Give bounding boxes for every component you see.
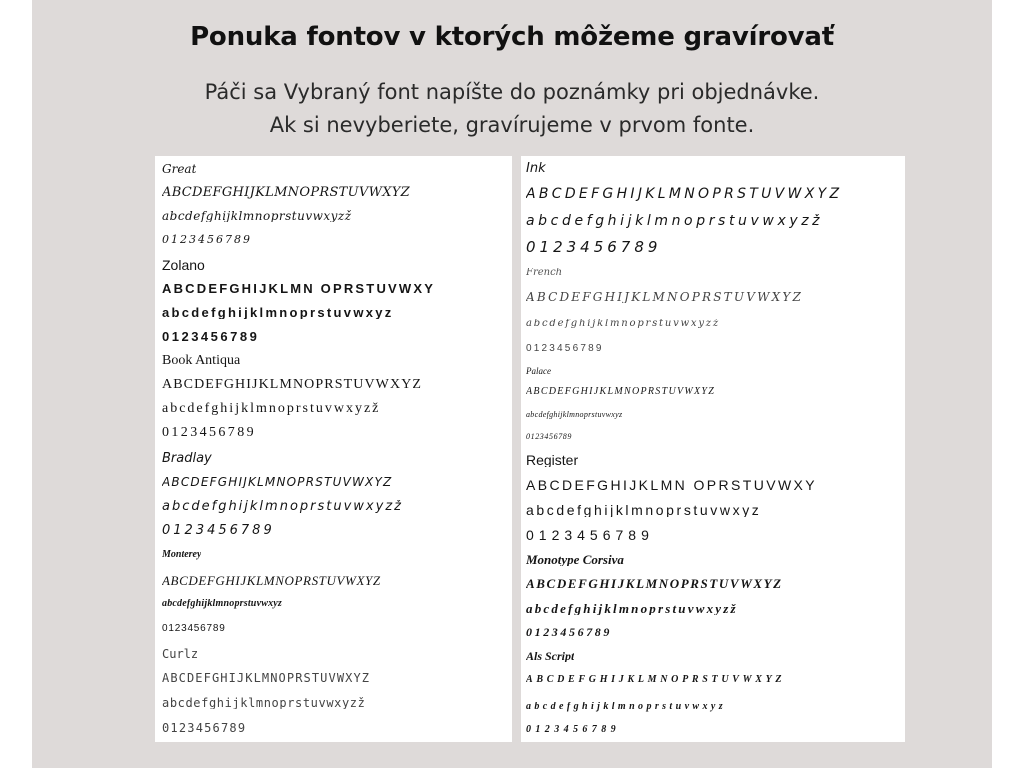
- font-name-register: Register: [526, 453, 579, 467]
- font-name-curlz: Curlz: [162, 648, 199, 660]
- font-sample-zolano-upper: ABCDEFGHIJKLMN OPRSTUVWXY: [162, 282, 436, 295]
- font-sample-book-antiqua-lower: abcdefghijklmnoprstuvwxyzž: [162, 402, 381, 416]
- font-sample-monotype-corsiva-upper: ABCDEFGHIJKLMNOPRSTUVWXYZ: [526, 577, 783, 590]
- font-name-palace: Palace: [526, 367, 551, 376]
- font-sample-ink-digits: 0123456789: [526, 240, 662, 255]
- font-sample-monterey-digits: 0123456789: [162, 624, 226, 634]
- font-sample-monotype-corsiva-digits: 0123456789: [526, 626, 612, 638]
- font-sample-als-script-lower: abcdefghijklmnoprstuvwxyz: [526, 702, 727, 712]
- font-sample-great-digits: 0123456789: [162, 234, 252, 245]
- font-name-monotype-corsiva: Monotype Corsiva: [526, 553, 624, 566]
- font-sample-palace-upper: ABCDEFGHIJKLMNOPRSTUVWXYZ: [526, 387, 716, 397]
- page-title: Ponuka fontov v ktorých môžeme gravírovať: [190, 22, 834, 52]
- font-sample-palace-lower: abcdefghijklmnoprstuvwxyz: [526, 411, 623, 419]
- font-name-bradlay: Bradlay: [162, 452, 212, 465]
- font-sample-panel-left: [155, 156, 512, 742]
- font-sample-french-digits: 0123456789: [526, 344, 604, 354]
- font-sample-bradlay-digits: 0123456789: [162, 524, 275, 537]
- font-sample-als-script-upper: ABCDEFGHIJKLMNOPRSTUVWXYZ: [526, 675, 786, 685]
- font-name-zolano: Zolano: [162, 258, 205, 272]
- font-sample-palace-digits: 0123456789: [526, 433, 572, 441]
- font-name-french: French: [526, 268, 563, 278]
- font-sample-french-lower: abcdefghijklmnoprstuvwxyzž: [526, 319, 720, 329]
- font-name-als-script: Als Script: [526, 650, 575, 662]
- font-sample-als-script-digits: 0123456789: [526, 725, 620, 735]
- font-sample-curlz-upper: ABCDEFGHIJKLMNOPRSTUVWXYZ: [162, 672, 371, 684]
- font-sample-register-upper: ABCDEFGHIJKLMN OPRSTUVWXY: [526, 478, 818, 492]
- font-sample-zolano-digits: 0123456789: [162, 330, 260, 343]
- font-name-great: Great: [162, 163, 197, 175]
- font-sample-ink-lower: abcdefghijklmnoprstuvwxyzž: [526, 214, 824, 228]
- font-sample-monterey-upper: ABCDEFGHIJKLMNOPRSTUVWXYZ: [162, 574, 381, 587]
- font-sample-monotype-corsiva-lower: abcdefghijklmnoprstuvwxyzž: [526, 602, 738, 615]
- instruction-line-1: Páči sa Vybraný font napíšte do poznámky pri objednávke.: [204, 80, 820, 104]
- font-sample-zolano-lower: abcdefghijklmnoprstuvwxyz: [162, 306, 394, 319]
- font-sample-great-upper: ABCDEFGHIJKLMNOPRSTUVWXYZ: [162, 186, 411, 199]
- font-sample-bradlay-lower: abcdefghijklmnoprstuvwxyzž: [162, 500, 403, 513]
- font-sample-ink-upper: ABCDEFGHIJKLMNOPRSTUVWXYZ: [526, 187, 843, 201]
- font-sample-great-lower: abcdefghijklmnoprstuvwxyzž: [162, 210, 352, 222]
- font-sample-book-antiqua-upper: ABCDEFGHIJKLMNOPRSTUVWXYZ: [162, 378, 423, 392]
- font-sample-register-digits: 0123456789: [526, 528, 654, 542]
- font-sample-bradlay-upper: ABCDEFGHIJKLMNOPRSTUVWXYZ: [162, 476, 393, 488]
- font-sample-curlz-lower: abcdefghijklmnoprstuvwxyzž: [162, 697, 366, 709]
- font-sample-french-upper: ABCDEFGHIJKLMNOPRSTUVWXYZ: [526, 291, 804, 303]
- font-name-ink: Ink: [526, 162, 546, 175]
- font-name-book-antiqua: Book Antiqua: [162, 354, 241, 368]
- font-sample-register-lower: abcdefghijklmnoprstuvwxyz: [526, 503, 762, 517]
- font-sample-monterey-lower: abcdefghijklmnoprstuvwxyz: [162, 599, 283, 609]
- instruction-line-2: Ak si nevyberiete, gravírujeme v prvom fonte.: [269, 113, 755, 137]
- font-sample-book-antiqua-digits: 0123456789: [162, 426, 256, 440]
- font-sample-curlz-digits: 0123456789: [162, 722, 247, 734]
- font-sample-panel-right: [521, 156, 905, 742]
- font-name-monterey: Monterey: [162, 550, 202, 560]
